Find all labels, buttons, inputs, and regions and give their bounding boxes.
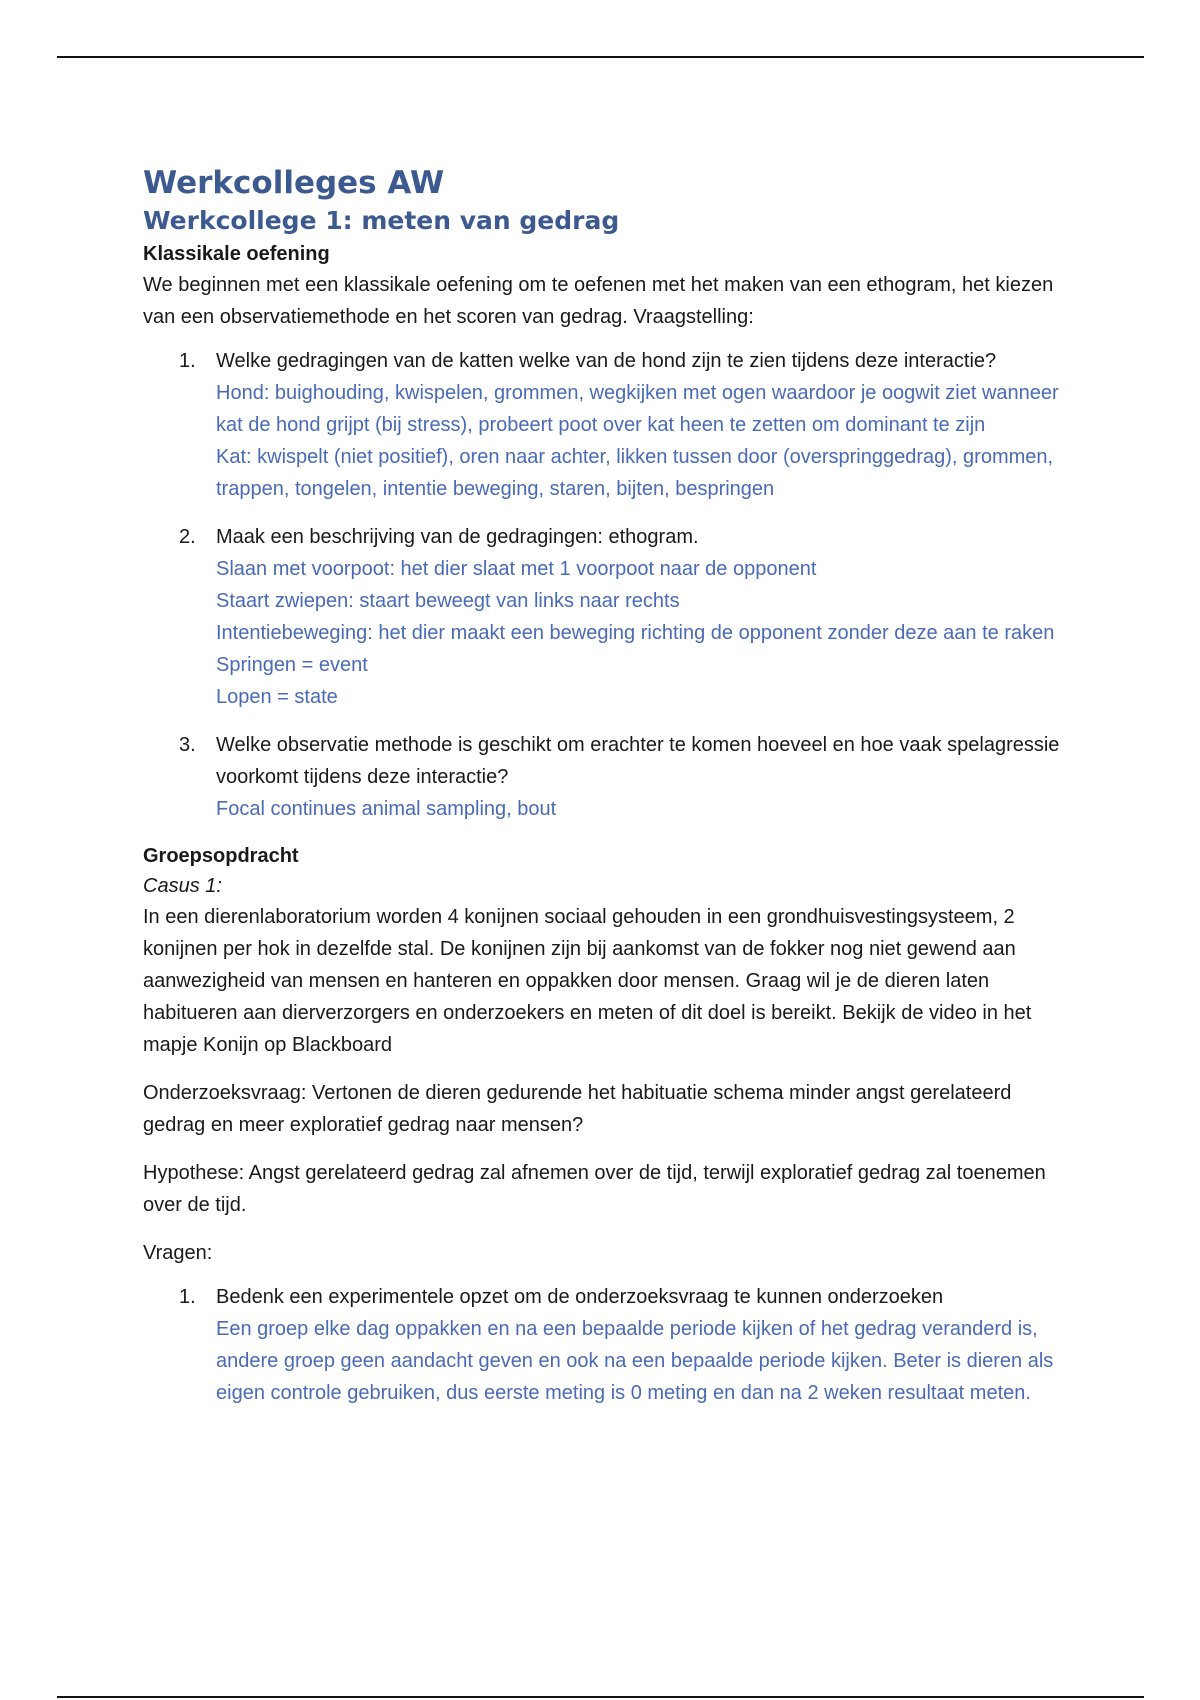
question-text: Welke gedragingen van de katten welke van de hond zijn te zien tijdens deze interactie? — [216, 350, 997, 372]
klassikaal-heading: Klassikale oefening — [143, 243, 330, 265]
question-item — [143, 1281, 1063, 1409]
document-subtitle: Werkcollege 1: meten van gedrag — [143, 206, 620, 235]
answer-text: Staart zwiepen: staart beweegt van links naar rechts — [216, 590, 680, 612]
question-number: 1. — [179, 350, 196, 372]
casus-text: In een dierenlaboratorium worden 4 konijnen sociaal gehouden in een grondhuisvestingsysteem, 2 konijnen per hok in dezelfde stal. De konijnen zijn bij aankomst van de fokker nog niet gewend aan aanwezigheid van mensen en hanteren en oppakken door mensen. Graag wil je de dieren laten habitueren aan dierverzorgers en onderzoekers en meten of dit doel is bereikt. Bekijk de video in het mapje Konijn op Blackboard — [143, 906, 1032, 1056]
bottom-rule — [57, 1696, 1144, 1698]
question-item — [143, 729, 1063, 825]
question-number: 2. — [179, 526, 196, 548]
answer-text: Slaan met voorpoot: het dier slaat met 1 voorpoot naar de opponent — [216, 558, 817, 580]
question-text: Welke observatie methode is geschikt om erachter te komen hoeveel en hoe vaak spelagressie voorkomt tijdens deze interactie? — [216, 734, 1060, 788]
answer-text: Intentiebeweging: het dier maakt een beweging richting de opponent zonder deze aan te raken — [216, 622, 1055, 644]
answer-text: Springen = event — [216, 654, 368, 676]
question-number: 1. — [179, 1286, 196, 1308]
document-page — [143, 163, 1063, 1425]
vragen-label: Vragen: — [143, 1242, 213, 1264]
onderzoeksvraag: Onderzoeksvraag: Vertonen de dieren gedurende het habituatie schema minder angst gerelateerd gedrag en meer exploratief gedrag naar mensen? — [143, 1082, 1012, 1136]
groep-question-list — [143, 1281, 1063, 1409]
klassikaal-intro: We beginnen met een klassikale oefening om te oefenen met het maken van een ethogram, het kiezen van een observatiemethode en het scoren van gedrag. Vraagstelling: — [143, 274, 1054, 328]
question-text: Bedenk een experimentele opzet om de onderzoeksvraag te kunnen onderzoeken — [216, 1286, 944, 1308]
answer-text: Hond: buighouding, kwispelen, grommen, wegkijken met ogen waardoor je oogwit ziet wanneer kat de hond grijpt (bij stress), probeert poot over kat heen te zetten om dominant te zijn — [216, 382, 1059, 436]
question-item — [143, 345, 1063, 505]
document-title: Werkcolleges AW — [143, 165, 445, 201]
top-rule — [57, 56, 1144, 58]
answer-text: Een groep elke dag oppakken en na een bepaalde periode kijken of het gedrag veranderd is, andere groep geen aandacht geven en ook na een bepaalde periode kijken. Beter is dieren als eigen controle gebruiken, dus eerste meting is 0 meting en dan na 2 weken resultaat meten. — [216, 1318, 1054, 1404]
answer-text: Kat: kwispelt (niet positief), oren naar achter, likken tussen door (overspringgedrag), grommen, trappen, tongelen, intentie beweging, staren, bijten, bespringen — [216, 446, 1054, 500]
hypothese: Hypothese: Angst gerelateerd gedrag zal afnemen over de tijd, terwijl exploratief gedrag zal toenemen over de tijd. — [143, 1162, 1046, 1216]
answer-text: Focal continues animal sampling, bout — [216, 798, 557, 820]
casus-label: Casus 1: — [143, 875, 222, 897]
question-text: Maak een beschrijving van de gedragingen: ethogram. — [216, 526, 699, 548]
klassikaal-question-list — [143, 345, 1063, 825]
answer-text: Lopen = state — [216, 686, 338, 708]
question-item — [143, 521, 1063, 713]
groep-heading: Groepsopdracht — [143, 845, 299, 867]
question-number: 3. — [179, 734, 196, 756]
